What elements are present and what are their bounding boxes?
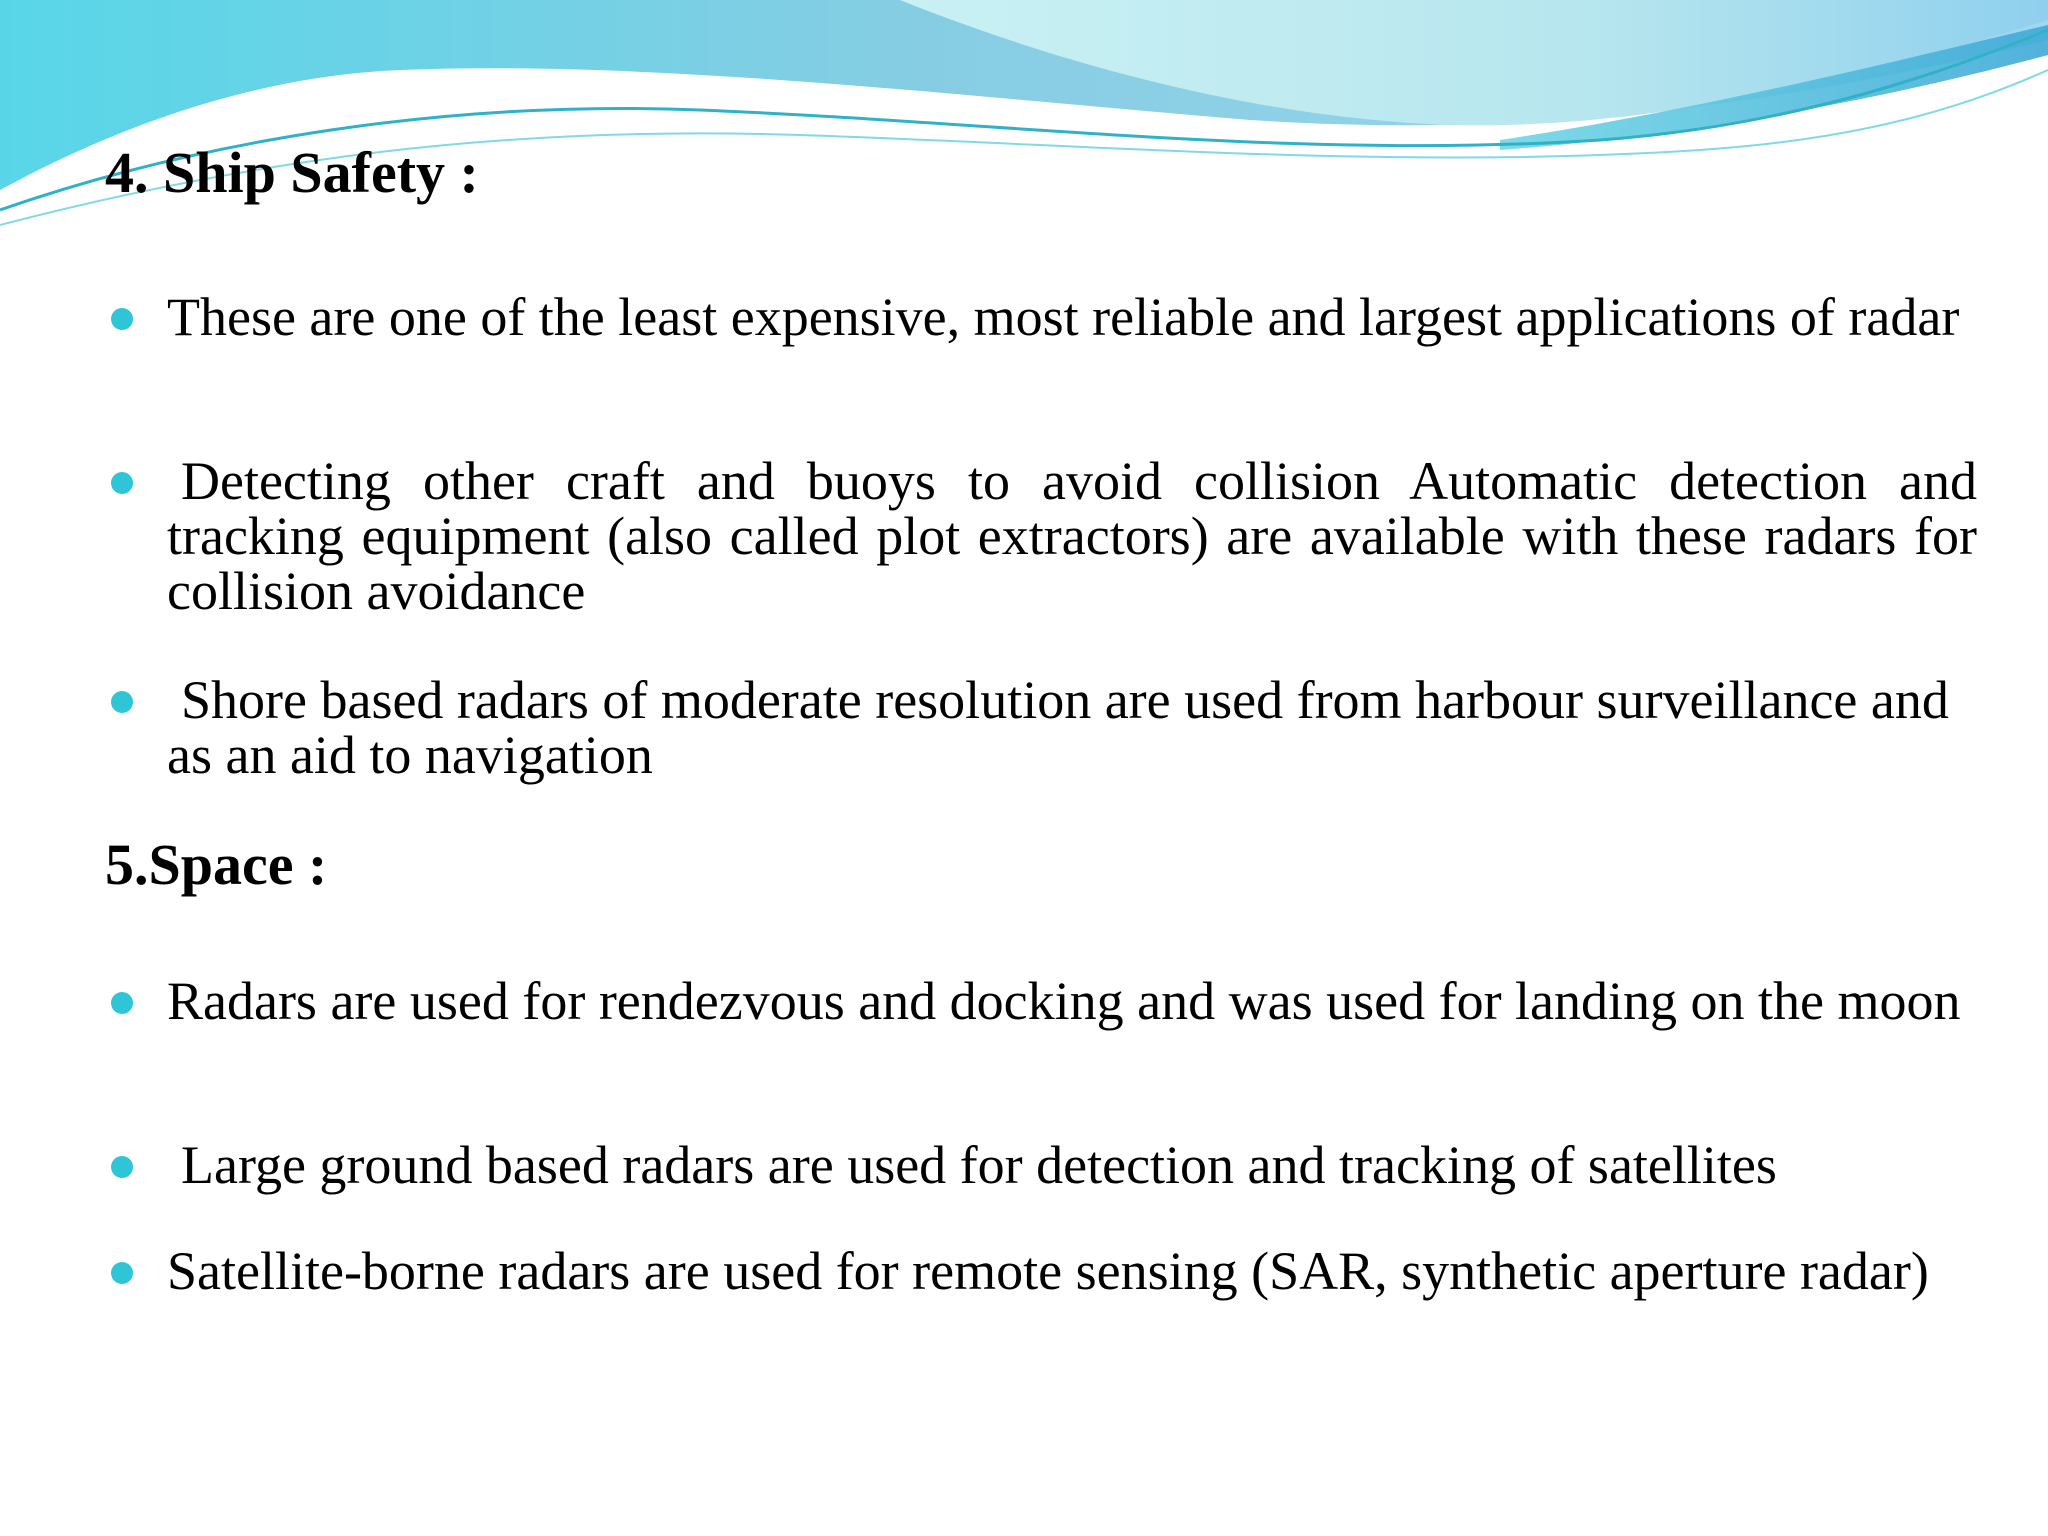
bullet-text: These are one of the least expensive, most reliable and largest applications of radar (167, 287, 1960, 347)
bullet-dot-icon (111, 1262, 133, 1284)
section-heading-space: 5.Space : (105, 832, 328, 897)
bullet-dot-icon (111, 472, 133, 494)
bullet-dot-icon (111, 308, 133, 330)
bullet-dot-icon (111, 691, 133, 713)
bullet-text: Radars are used for rendezvous and docking and was used for landing on the moon (167, 971, 1961, 1031)
bullet-text: Large ground based radars are used for detection and tracking of satellites (181, 1135, 1777, 1195)
bullet-dot-icon (111, 992, 133, 1014)
bullet-text: Satellite-borne radars are used for remote sensing (SAR, synthetic aperture radar) (167, 1241, 1929, 1301)
bullet-text: Shore based radars of moderate resolution are used from harbour surveillance and as an aid to navigation (167, 670, 1949, 785)
section-heading-ship-safety: 4. Ship Safety : (105, 140, 479, 205)
bullet-dot-icon (111, 1156, 133, 1178)
bullet-text: Detecting other craft and buoys to avoid collision Automatic detection and tracking equipment (also called plot extractors) are available with these radars for collision avoidance (167, 451, 1977, 621)
